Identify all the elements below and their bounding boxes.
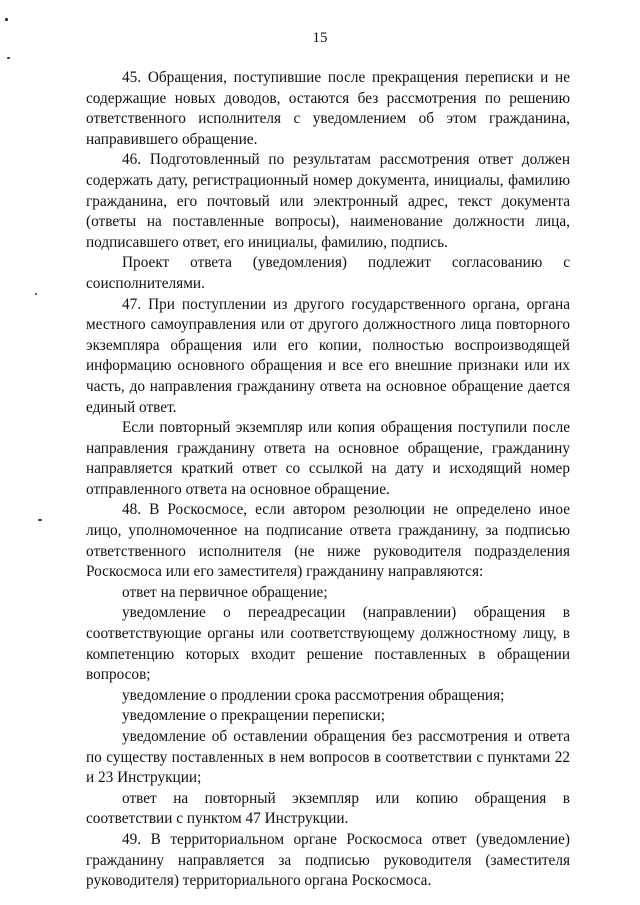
list-item: уведомление о переадресации (направлении) обращения в соответствующие органы или соответствующему должностному лицу, в компетенцию которых входит решение поставленных в обращении вопросов; — [86, 604, 570, 684]
list-item: ответ на повторный экземпляр или копию обращения в соответствии с пунктом 47 Инструкции. — [86, 789, 570, 828]
scan-mark — [7, 57, 10, 59]
list-item: уведомление об оставлении обращения без рассмотрения и ответа по существу поставленных в нем вопросов в соответствии с пунктами 22 и 23 Инструкции; — [86, 728, 570, 787]
paragraph-48: 48. В Роскосмосе, если автором резолюции не определено иное лицо, уполномоченное на подписание ответа гражданину, за подписью ответственного исполнителя (не ниже руководителя подразделения Роскосмоса или его заместителя) гражданину направляются: — [86, 501, 570, 581]
list-item: уведомление о прекращении переписки; — [122, 707, 385, 725]
paragraph-45: 45. Обращения, поступившие после прекращения переписки и не содержащие новых доводов, остаются без рассмотрения по решению ответственного исполнителя с уведомлением об этом гражданина, направившего обращение. — [86, 69, 570, 148]
paragraph-47: 47. При поступлении из другого государственного органа, органа местного самоуправления или от другого должностного лица повторного экземпляра обращения или его копии, полностью воспроизводящей информацию основного обращения и все его внешние признаки или их часть, до направления гражданину ответа на основное обращение дается единый ответ. — [86, 295, 570, 416]
list-item: ответ на первичное обращение; — [122, 583, 328, 601]
list-item: уведомление о продлении срока рассмотрения обращения; — [122, 686, 505, 704]
paragraph-46: 46. Подготовленный по результатам рассмотрения ответ должен содержать дату, регистрационный номер документа, инициалы, фамилию гражданина, его почтовый или электронный адрес, текст документа (ответы на поставленные вопросы), наименование должности лица, подписавшего ответ, его инициалы, фамилию, подпись. — [86, 151, 570, 251]
document-body — [86, 68, 570, 892]
scan-mark — [38, 519, 42, 521]
scan-mark — [5, 18, 8, 21]
page-number: 15 — [312, 30, 328, 46]
paragraph-47-repeat: Если повторный экземпляр или копия обращения поступили после направления гражданину ответа на основное обращение, гражданину направляется краткий ответ со ссылкой на дату и исходящий номер отправленного ответа на основное обращение. — [86, 419, 570, 498]
paragraph-49: 49. В территориальном органе Роскосмоса ответ (уведомление) гражданину направляется за подписью руководителя (заместителя руководителя) территориального органа Роскосмоса. — [86, 830, 570, 890]
paragraph-46-draft: Проект ответа (уведомления) подлежит согласованию с соисполнителями. — [86, 254, 570, 292]
scan-mark — [35, 293, 37, 295]
